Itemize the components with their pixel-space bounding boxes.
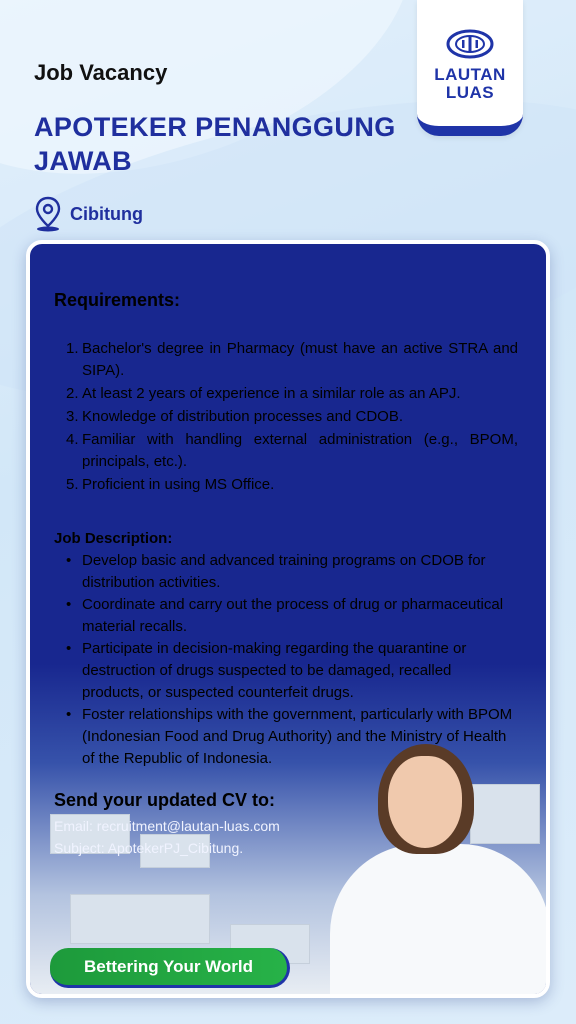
bullet-icon: • (66, 706, 72, 723)
list-item: 1. Bachelor's degree in Pharmacy (must have an active STRA and SIPA). (66, 340, 518, 379)
list-item: • Participate in decision-making regarding the quarantine or destruction of drugs suspected to be damaged, recalled products, or suspected counterfeit drugs. (66, 638, 516, 704)
apply-heading: Send your updated CV to: (54, 790, 276, 810)
job-details-card (26, 240, 550, 998)
list-item: 2. At least 2 years of experience in a similar role as an APJ. (66, 385, 461, 402)
list-item: 3. Knowledge of distribution processes and CDOB. (66, 408, 404, 425)
bullet-icon: • (66, 596, 72, 613)
list-item: • Foster relationships with the government, particularly with BPOM (Indonesian Food and Drug Authority) and the Ministry of Health of the Republic of Indonesia. (66, 704, 516, 770)
apply-email[interactable]: Email: recruitment@lautan-luas.com (54, 818, 280, 834)
location-label: Cibitung (70, 203, 143, 224)
list-item: • Coordinate and carry out the process of drug or pharmaceutical material recalls. (66, 594, 516, 638)
pharmacist-figure (330, 844, 550, 998)
list-item: 4. Familiar with handling external administration (e.g., BPOM, principals, etc.). (66, 431, 518, 470)
bullet-icon: • (66, 640, 72, 657)
tagline-badge: Bettering Your World (50, 948, 290, 988)
job-location (34, 196, 143, 232)
job-description-list (66, 550, 516, 770)
job-description-heading: Job Description: (54, 530, 173, 547)
job-title: APOTEKER PENANGGUNG JAWAB (34, 112, 396, 176)
map-pin-icon (34, 196, 62, 232)
requirements-list (66, 338, 518, 497)
logo-text: LAUTAN (434, 65, 506, 84)
page-kicker: Job Vacancy (34, 60, 168, 85)
list-item: • Develop basic and advanced training programs on CDOB for distribution activities. (66, 550, 516, 594)
lautan-luas-logo-icon (445, 28, 495, 60)
company-logo (417, 0, 523, 136)
bullet-icon: • (66, 552, 72, 569)
requirements-heading: Requirements: (54, 290, 181, 310)
list-item: 5. Proficient in using MS Office. (66, 476, 275, 493)
apply-subject: Subject: ApotekerPJ_Cibitung. (54, 840, 244, 856)
logo-text: LUAS (445, 83, 495, 102)
